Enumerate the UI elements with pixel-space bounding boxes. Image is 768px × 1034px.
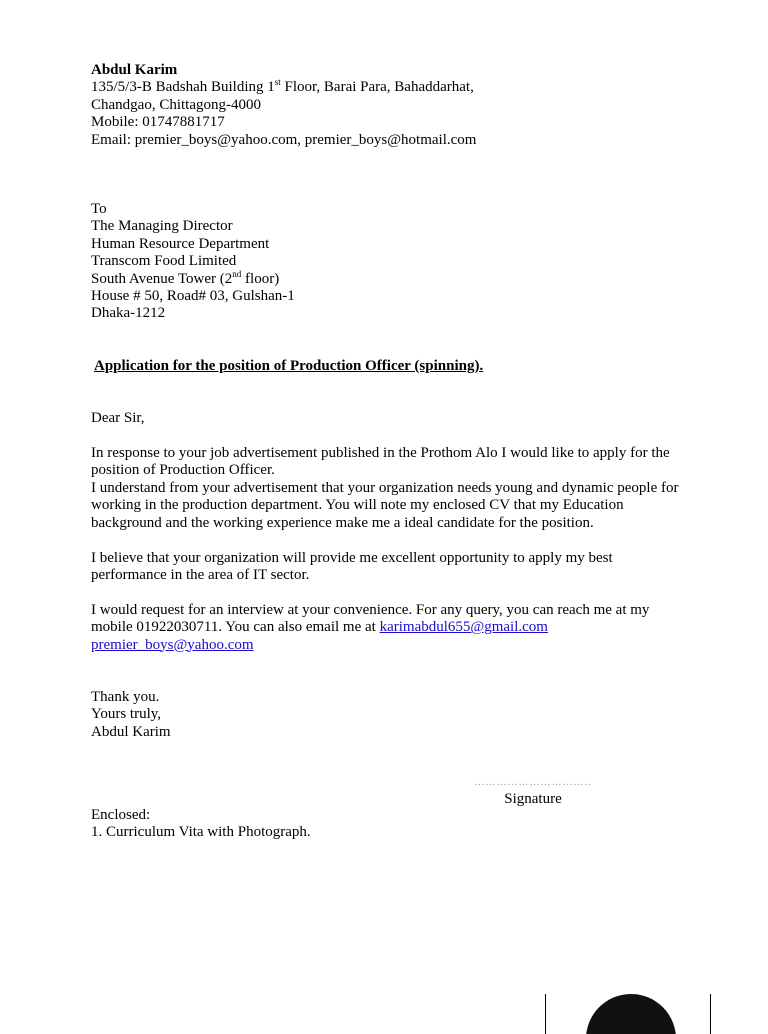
signature-label: Signature: [504, 791, 562, 807]
recipient-title: The Managing Director: [91, 218, 233, 235]
body-paragraph-2: I understand from your advertisement that your organization needs young and dynamic people for working in the production department. You will note my enclosed CV that my Education background and the working experience make me a ideal candidate for the position.: [91, 479, 679, 531]
closing-thanks: Thank you.: [91, 688, 160, 705]
letter-page: [91, 62, 691, 741]
letter-subject: Application for the position of Production Officer (spinning).: [94, 357, 484, 374]
signature-block: [458, 777, 608, 808]
recipient-to: To: [91, 201, 107, 218]
recipient-city: Dhaka-1212: [91, 305, 166, 322]
body-paragraph-3: I believe that your organization will provide me excellent opportunity to apply my best performance in the area of IT sector.: [91, 549, 613, 583]
sender-mobile: Mobile: 01747881717: [91, 114, 225, 131]
email-link-gmail[interactable]: karimabdul655@gmail.com: [379, 619, 548, 636]
enclosed-heading: Enclosed:: [91, 807, 151, 823]
sender-address-line2: Chandgao, Chittagong-4000: [91, 96, 261, 113]
email-link-yahoo[interactable]: premier_boys@yahoo.com: [91, 636, 254, 653]
sender-address-line1: 135/5/3-B Badshah Building 1st Floor, Barai Para, Bahaddarhat,: [91, 77, 474, 96]
photograph: [545, 994, 711, 1034]
closing-block: [91, 689, 691, 741]
recipient-department: Human Resource Department: [91, 235, 270, 252]
recipient-company: Transcom Food Limited: [91, 253, 237, 270]
body-paragraph-1: In response to your job advertisement published in the Prothom Alo I would like to apply for the position of Production Officer.: [91, 445, 670, 479]
closing-yours: Yours truly,: [91, 706, 162, 723]
enclosed-item-1: 1. Curriculum Vita with Photograph.: [91, 824, 311, 841]
recipient-block: [91, 201, 691, 323]
photo-portrait-head: [586, 994, 676, 1034]
salutation: Dear Sir,: [91, 410, 145, 427]
recipient-street: House # 50, Road# 03, Gulshan-1: [91, 288, 295, 305]
body-paragraph-4: I would request for an interview at your convenience. For any query, you can reach me at my mobile 01922030711. You can also email me at karimabdul655@gmail.com premier_boys@yahoo.com: [91, 601, 650, 653]
recipient-building: South Avenue Tower (2nd floor): [91, 268, 280, 287]
sender-email: Email: premier_boys@yahoo.com, premier_boys@hotmail.com: [91, 131, 477, 148]
sender-block: [91, 62, 691, 149]
signature-line: …………………………..: [474, 777, 592, 788]
enclosed-block: [91, 807, 311, 842]
sender-name: Abdul Karim: [91, 62, 178, 78]
closing-name: Abdul Karim: [91, 723, 171, 740]
